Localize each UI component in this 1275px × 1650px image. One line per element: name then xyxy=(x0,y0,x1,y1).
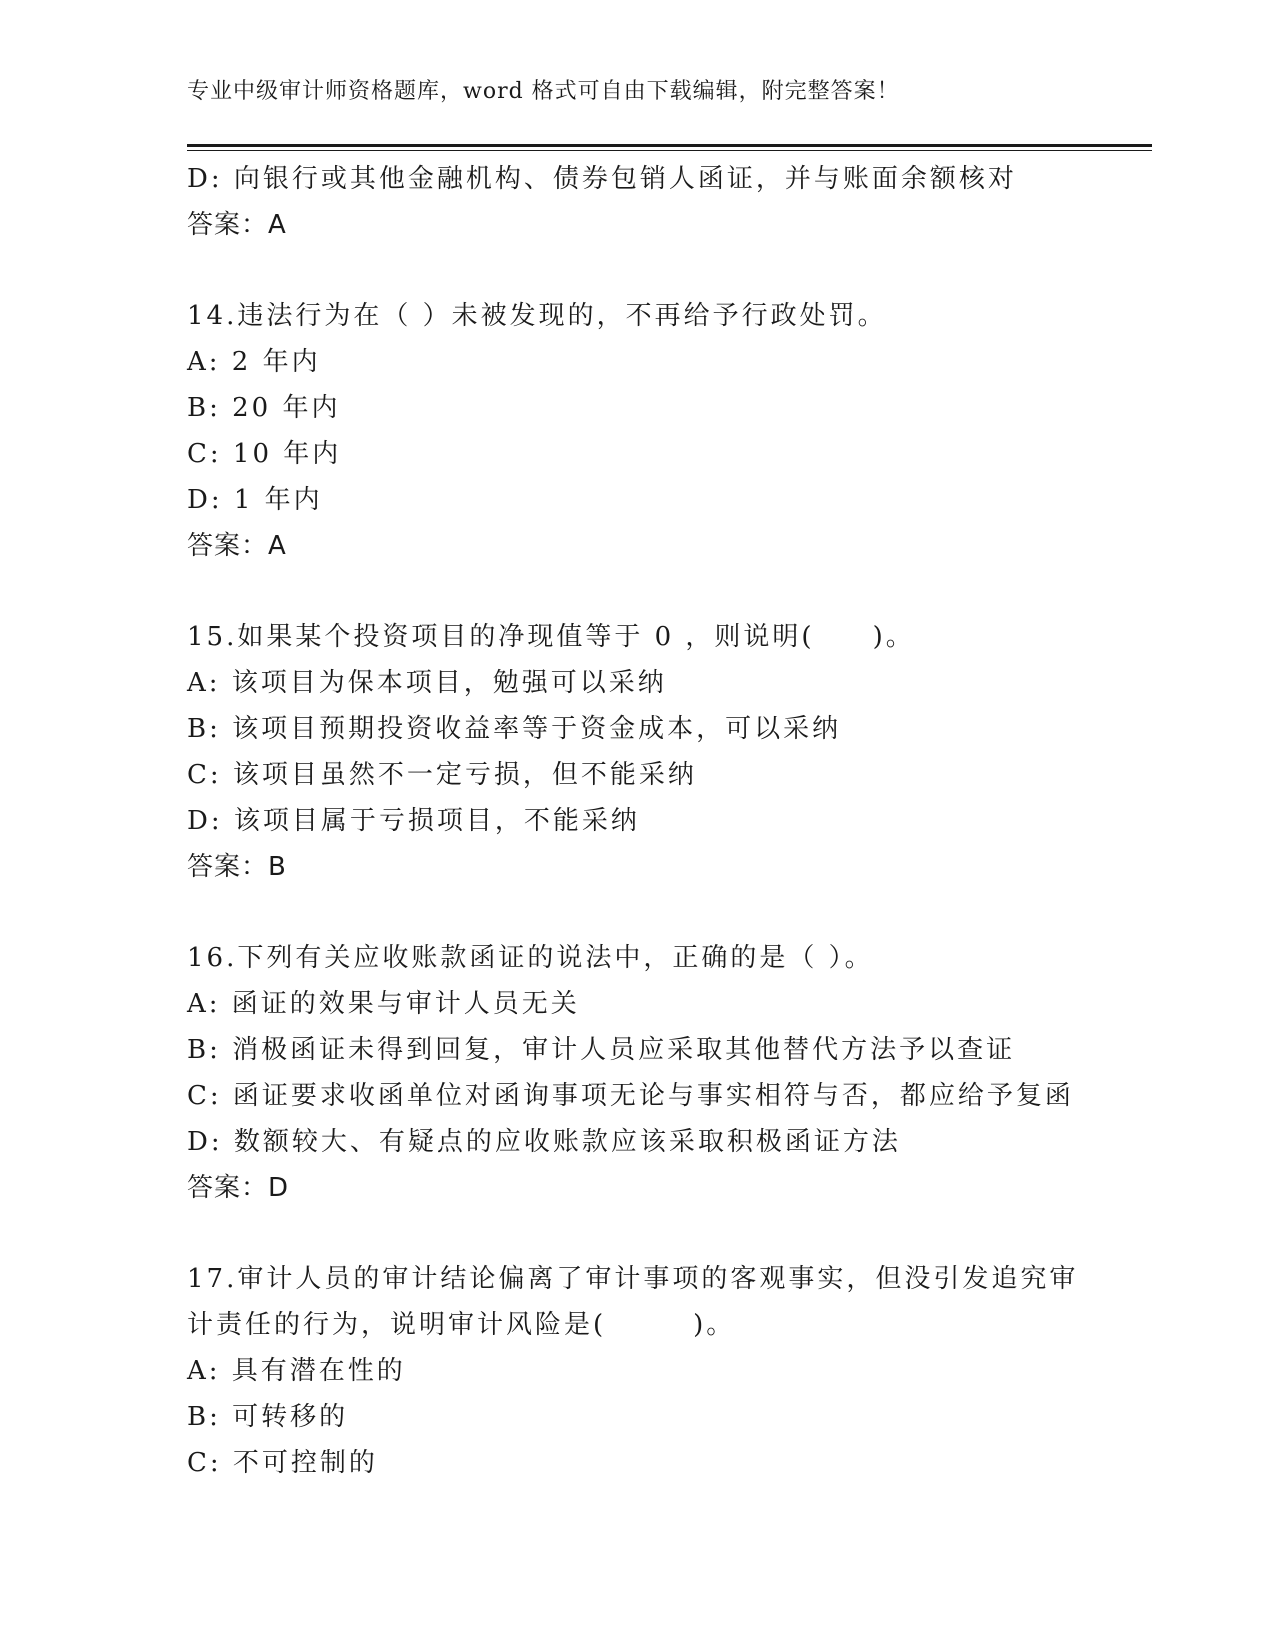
header-divider-thin xyxy=(187,150,1152,151)
option-c: C: 该项目虽然不一定亏损，但不能采纳 xyxy=(187,760,697,790)
answer-line: 答案：D xyxy=(187,1173,290,1203)
option-c: C: 10 年内 xyxy=(187,439,342,469)
option-d: D: 该项目属于亏损项目，不能采纳 xyxy=(187,806,640,836)
question-content xyxy=(187,156,1107,1486)
question-15 xyxy=(187,614,1107,890)
option-d: D: 向银行或其他金融机构、债券包销人函证，并与账面余额核对 xyxy=(187,164,1017,194)
option-b: B: 可转移的 xyxy=(187,1402,349,1432)
question-stem: 14.违法行为在（ ）未被发现的，不再给予行政处罚。 xyxy=(187,301,887,331)
answer-line: 答案：B xyxy=(187,852,287,882)
spacer xyxy=(187,569,1107,614)
option-b: B: 20 年内 xyxy=(187,393,341,423)
question-16 xyxy=(187,935,1107,1211)
spacer xyxy=(187,890,1107,935)
answer-line: 答案：A xyxy=(187,531,287,561)
option-a: A: 2 年内 xyxy=(187,347,321,377)
question-stem: 15.如果某个投资项目的净现值等于 0 ，则说明( )。 xyxy=(187,622,915,652)
option-b: B: 消极函证未得到回复，审计人员应采取其他替代方法予以查证 xyxy=(187,1035,1016,1065)
question-stem-line-2: 计责任的行为，说明审计风险是( )。 xyxy=(187,1310,736,1340)
page-header: 专业中级审计师资格题库，word 格式可自由下载编辑，附完整答案！ xyxy=(187,79,900,104)
option-a: A: 具有潜在性的 xyxy=(187,1356,406,1386)
option-a: A: 该项目为保本项目，勉强可以采纳 xyxy=(187,668,667,698)
option-d: D: 1 年内 xyxy=(187,485,323,515)
option-c: C: 函证要求收函单位对函询事项无论与事实相符与否，都应给予复函 xyxy=(187,1081,1074,1111)
option-c: C: 不可控制的 xyxy=(187,1448,378,1478)
option-b: B: 该项目预期投资收益率等于资金成本，可以采纳 xyxy=(187,714,842,744)
option-a: A: 函证的效果与审计人员无关 xyxy=(187,989,580,1019)
answer-line: 答案：A xyxy=(187,210,287,240)
header-divider xyxy=(187,144,1152,147)
spacer xyxy=(187,248,1107,293)
question-stem-line-1: 17.审计人员的审计结论偏离了审计事项的客观事实，但没引发追究审 xyxy=(187,1264,1079,1294)
option-d: D: 数额较大、有疑点的应收账款应该采取积极函证方法 xyxy=(187,1127,901,1157)
question-17 xyxy=(187,1256,1107,1486)
question-stem: 16.下列有关应收账款函证的说法中，正确的是（ ）。 xyxy=(187,943,874,973)
spacer xyxy=(187,1211,1107,1256)
question-14 xyxy=(187,293,1107,569)
